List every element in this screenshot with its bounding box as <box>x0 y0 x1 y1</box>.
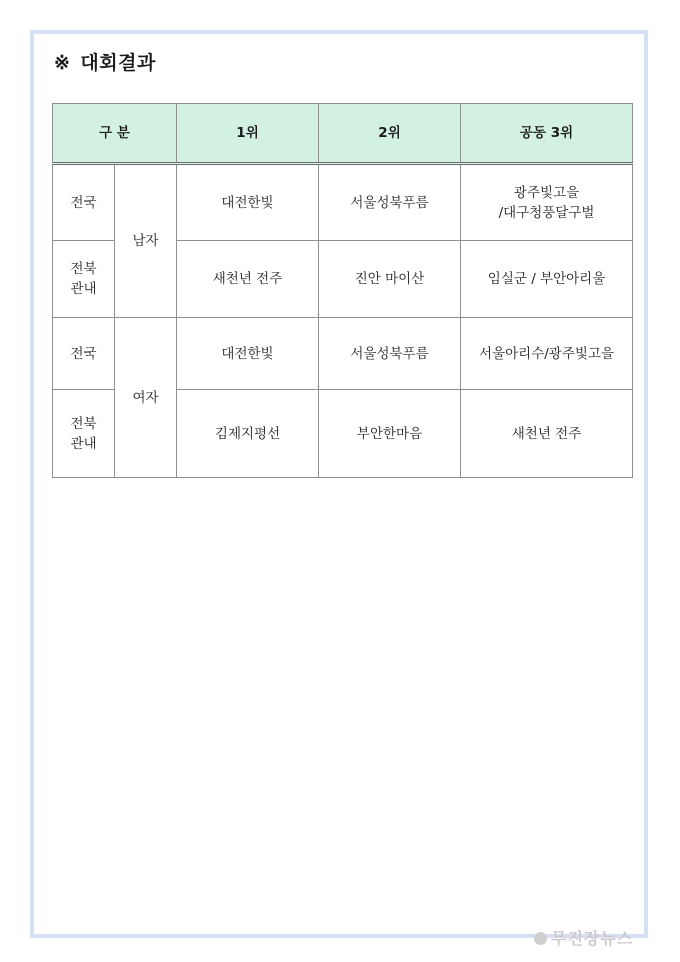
third-place-cell: 서울아리수/광주빛고을 <box>461 318 633 390</box>
watermark <box>534 926 633 949</box>
region-cell: 전국 <box>53 164 115 241</box>
section-heading <box>54 48 156 75</box>
table-row <box>53 318 633 390</box>
header-first-place: 1위 <box>177 104 319 164</box>
second-place-cell: 서울성북푸름 <box>319 318 461 390</box>
heading-title: 대회결과 <box>80 52 156 74</box>
region-line: 관내 <box>70 435 97 452</box>
header-third-place: 공동 3위 <box>461 104 633 164</box>
second-place-cell: 서울성북푸름 <box>319 164 461 241</box>
region-line: 전북 <box>70 415 97 432</box>
region-line: 관내 <box>70 281 97 297</box>
second-place-cell: 진안 마이산 <box>319 241 461 318</box>
third-place-line: /대구청풍달구벌 <box>498 204 595 221</box>
gender-cell-male: 남자 <box>115 164 177 318</box>
watermark-text: 무진장뉴스 <box>551 929 634 948</box>
third-place-line: 광주빛고을 <box>513 184 580 201</box>
region-cell <box>53 241 115 318</box>
first-place-cell: 김제지평선 <box>177 390 319 478</box>
reference-mark: ※ <box>54 52 71 74</box>
results-table <box>52 103 633 478</box>
header-category: 구 분 <box>53 104 177 164</box>
first-place-cell: 새천년 전주 <box>177 241 319 318</box>
document-page <box>30 30 648 938</box>
first-place-cell: 대전한빛 <box>177 164 319 241</box>
region-cell: 전국 <box>53 318 115 390</box>
third-place-cell: 새천년 전주 <box>461 390 633 478</box>
third-place-cell <box>461 164 633 241</box>
gender-cell-female: 여자 <box>115 318 177 478</box>
second-place-cell: 부안한마음 <box>319 390 461 478</box>
first-place-cell: 대전한빛 <box>177 318 319 390</box>
third-place-cell: 임실군 / 부안아리울 <box>461 241 633 318</box>
watermark-logo-icon <box>534 932 547 945</box>
region-line: 전북 <box>70 261 97 277</box>
header-second-place: 2위 <box>319 104 461 164</box>
table-row <box>53 164 633 241</box>
header-row <box>53 104 633 164</box>
region-cell <box>53 390 115 478</box>
